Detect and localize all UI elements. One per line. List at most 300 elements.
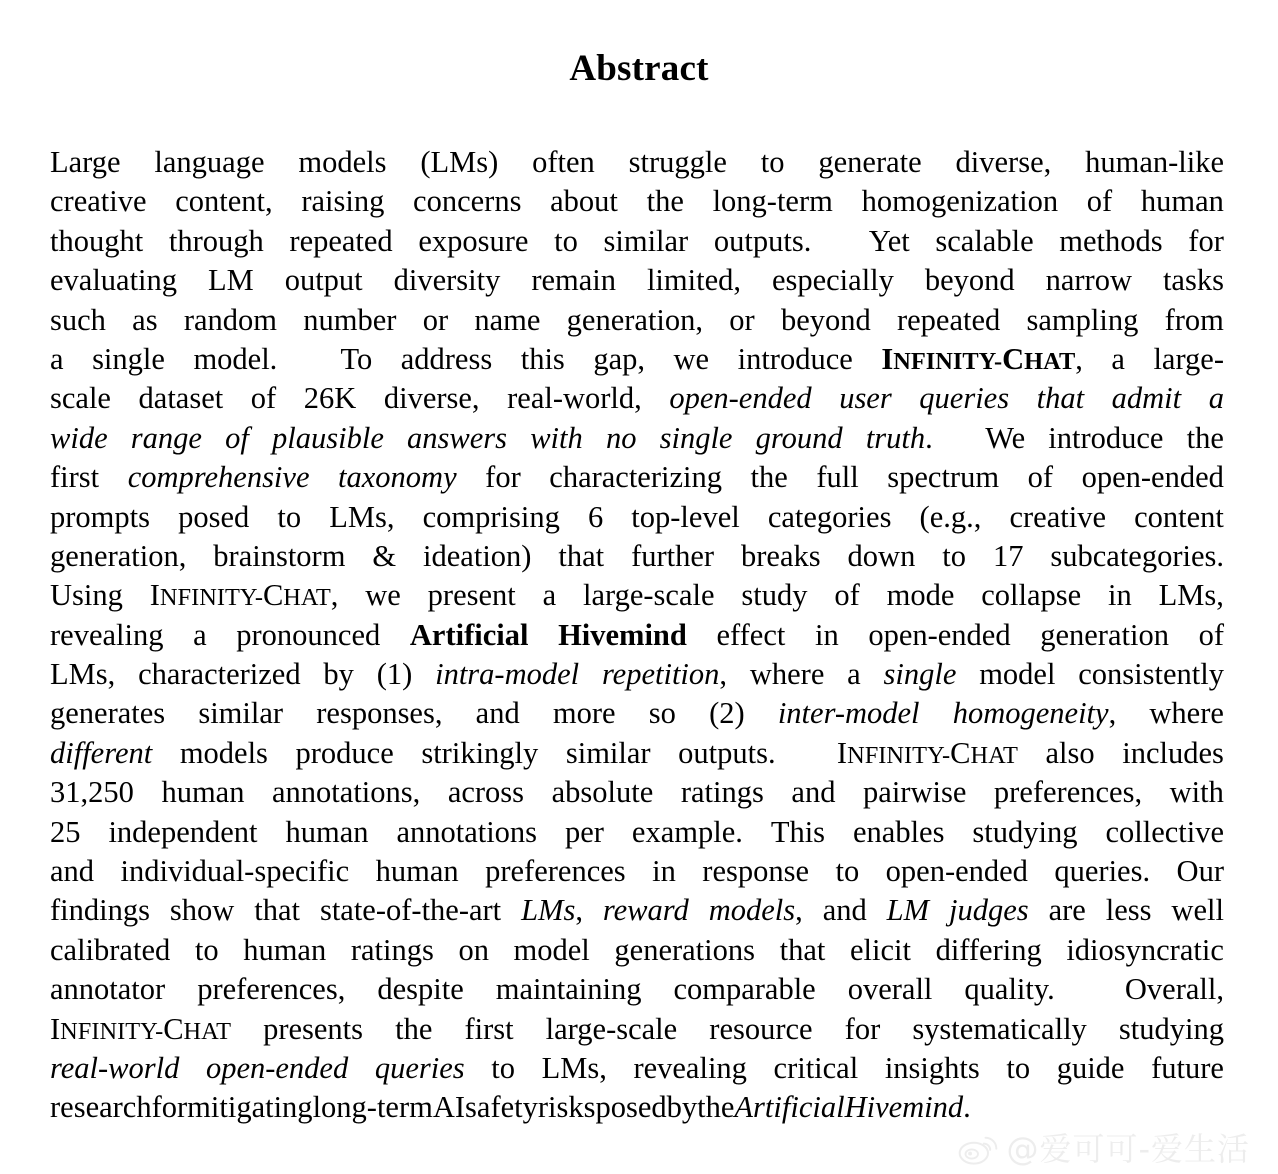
word [884, 655, 957, 694]
word [566, 734, 651, 773]
word [206, 1049, 348, 1088]
page-title: Abstract [569, 48, 709, 89]
word [1066, 931, 1224, 970]
word [50, 655, 115, 694]
text-run: Large [50, 145, 121, 179]
text-run: systematically [912, 1011, 1087, 1046]
word [170, 891, 234, 930]
text-line [50, 891, 1224, 930]
word [751, 458, 788, 497]
text-run: similar [603, 223, 689, 258]
text-run: first [50, 460, 100, 495]
text-line [50, 301, 1224, 340]
emphasis-italic: different [50, 735, 153, 770]
word [1159, 576, 1224, 615]
emphasis-italic: models [708, 893, 796, 928]
text-run: less [1105, 893, 1152, 928]
text-run: strikingly [421, 735, 539, 770]
emphasis-italic: LM [886, 893, 930, 928]
word [583, 576, 715, 615]
word [285, 813, 368, 852]
emphasis-italic: single [883, 657, 957, 692]
word [1046, 734, 1095, 773]
emphasis-italic: repetition [601, 657, 720, 692]
word [866, 419, 933, 458]
emphasis-italic: judges [948, 893, 1029, 928]
text-run: evaluating [50, 263, 178, 298]
word [50, 222, 143, 261]
text-run: collapse [981, 578, 1082, 613]
word [50, 143, 121, 182]
word [602, 655, 727, 694]
text-run: spectrum [887, 460, 1000, 495]
text-run: beyond [924, 263, 1015, 298]
text-run: for [485, 460, 521, 495]
text-run: language [154, 145, 265, 179]
word [558, 537, 604, 576]
text-run: to [491, 1050, 515, 1085]
text-run: so [648, 696, 676, 731]
abstract-paragraph [50, 143, 1224, 1128]
sentence-gap [837, 222, 843, 261]
sentence-gap [803, 734, 809, 773]
text-line [50, 970, 1224, 1009]
word [50, 576, 123, 615]
word [532, 143, 595, 182]
word [768, 498, 892, 537]
dataset-name: INFINITY-CHAT [836, 735, 1018, 770]
word [606, 419, 637, 458]
text-run: presents [263, 1011, 364, 1046]
word [514, 931, 590, 970]
text-run: further [631, 538, 715, 573]
text-run: independent [108, 814, 258, 849]
text-run: real-world, [507, 381, 642, 416]
text-run: from [1164, 302, 1224, 337]
text-run: that [254, 893, 301, 928]
word [1177, 852, 1224, 891]
text-run: for [151, 1090, 188, 1125]
text-run: Yet [868, 223, 910, 258]
word [50, 1088, 152, 1127]
word [673, 970, 815, 1009]
word [709, 1010, 812, 1049]
word [633, 1049, 746, 1088]
word [530, 419, 583, 458]
text-run: maintaining [495, 972, 642, 1007]
text-run: for [844, 1011, 881, 1046]
word [531, 261, 616, 300]
text-run: , [795, 893, 803, 928]
word [709, 694, 745, 733]
emphasis-italic: admit [1111, 381, 1182, 416]
text-run: comprising [422, 499, 560, 534]
word [340, 340, 372, 379]
word [50, 891, 150, 930]
word [595, 1088, 666, 1127]
text-run: a [50, 341, 64, 376]
word [632, 813, 743, 852]
text-run: ratings [350, 932, 434, 967]
text-run: produce [295, 735, 394, 770]
text-run: full [816, 460, 859, 495]
text-run: differing [935, 932, 1042, 967]
text-run: overall [847, 972, 933, 1007]
word [734, 1088, 844, 1127]
word [869, 222, 910, 261]
text-run: revealing [50, 617, 164, 652]
word [175, 182, 272, 221]
word [50, 970, 165, 1009]
sentence-gap [1087, 970, 1093, 1009]
text-run: Our [1176, 854, 1224, 889]
word [50, 813, 81, 852]
word [423, 498, 560, 537]
text-run: human [375, 854, 459, 889]
text-run: we [365, 578, 401, 613]
word [979, 655, 1055, 694]
word [818, 143, 921, 182]
word [50, 931, 170, 970]
word [647, 261, 741, 300]
text-run: the [646, 184, 684, 219]
word [839, 379, 892, 418]
word [448, 773, 524, 812]
text-run: safety [465, 1090, 538, 1125]
text-line [50, 734, 1224, 773]
word [50, 301, 106, 340]
word [476, 694, 520, 733]
word [1125, 970, 1224, 1009]
word [376, 852, 459, 891]
text-run: that [558, 538, 605, 573]
weibo-watermark [958, 1132, 1250, 1166]
word [912, 1010, 1086, 1049]
word [593, 340, 645, 379]
word [772, 261, 894, 300]
text-run: the [395, 1011, 433, 1046]
word [320, 891, 501, 930]
text-run: outputs. [678, 735, 776, 770]
word [351, 931, 434, 970]
word [702, 852, 809, 891]
word [614, 931, 755, 970]
word [837, 734, 1018, 775]
word [1006, 1049, 1030, 1088]
word [1199, 616, 1224, 655]
text-line [50, 813, 1224, 852]
text-line [50, 1049, 1224, 1088]
word [603, 891, 689, 930]
text-run: of [1027, 460, 1054, 495]
word [953, 694, 1116, 733]
word [304, 379, 357, 418]
text-run: LMs, [50, 657, 116, 692]
text-run: the [750, 460, 788, 495]
word [649, 694, 676, 733]
word [435, 655, 579, 694]
word [1085, 143, 1224, 182]
text-run: by [323, 657, 354, 692]
text-run: in [814, 617, 839, 652]
emphasis-italic: open-ended [669, 381, 812, 416]
word [887, 576, 955, 615]
text-run: (LMs) [420, 145, 499, 179]
word [936, 931, 1042, 970]
text-run: number [303, 302, 397, 337]
word [213, 537, 345, 576]
word [881, 340, 1083, 381]
text-run: subcategories. [1050, 538, 1224, 573]
word [834, 576, 859, 615]
text-run: exposure [418, 223, 529, 258]
text-run: for [1188, 223, 1224, 258]
word [507, 379, 642, 418]
text-run: LM [208, 263, 254, 298]
word [835, 852, 859, 891]
word [458, 931, 489, 970]
text-run: . [963, 1090, 971, 1125]
word [1134, 498, 1224, 537]
emphasis-italic: a [1208, 381, 1224, 416]
text-run: , [575, 893, 583, 928]
word [187, 1088, 312, 1127]
word [208, 261, 254, 300]
text-run: with [1169, 775, 1224, 810]
word [1106, 891, 1152, 930]
text-line [50, 222, 1224, 261]
word [761, 143, 785, 182]
text-run: of [1198, 617, 1224, 652]
word [546, 1010, 678, 1049]
word [647, 182, 684, 221]
text-run: top-level [631, 499, 740, 534]
text-run: annotator [50, 972, 166, 1007]
word [152, 1088, 188, 1127]
word [631, 537, 714, 576]
text-run: LMs, [1158, 578, 1224, 613]
text-run: thought [50, 223, 144, 258]
text-run: preferences, [993, 775, 1143, 810]
text-line [50, 931, 1224, 970]
word [50, 537, 186, 576]
text-run: characterizing [549, 460, 722, 495]
text-run: of [1086, 184, 1113, 219]
text-run: random [183, 302, 278, 337]
text-run: example. [631, 814, 743, 849]
word [301, 182, 384, 221]
dataset-name: INFINITY-CHAT [149, 578, 331, 613]
text-run: repeated [896, 302, 1001, 337]
text-run: collective [1105, 814, 1224, 849]
emphasis-italic: single [659, 420, 733, 455]
text-run: single [92, 341, 165, 376]
text-run: similar [198, 696, 284, 731]
text-run: methods [1059, 223, 1163, 258]
word [254, 891, 300, 930]
text-run: Using [50, 578, 123, 613]
text-run: individual-specific [120, 854, 350, 889]
emphasis-italic: wide [50, 420, 108, 455]
word [169, 222, 264, 261]
word [413, 182, 521, 221]
word [423, 537, 531, 576]
text-run: and [791, 775, 836, 810]
text-run: also [1045, 735, 1095, 770]
word [1028, 458, 1053, 497]
word [862, 182, 1059, 221]
text-run: on [458, 932, 489, 967]
text-run: in [652, 854, 676, 889]
word [316, 694, 442, 733]
word [384, 379, 480, 418]
text-run: pairwise [863, 775, 967, 810]
text-run: , [1108, 696, 1117, 731]
word [396, 813, 537, 852]
text-run: output [284, 263, 363, 298]
emphasis-italic: range [130, 420, 202, 455]
word [713, 182, 833, 221]
text-run: mode [886, 578, 955, 613]
text-line [50, 261, 1224, 300]
text-line [50, 773, 1224, 812]
word [847, 655, 861, 694]
text-run: human [1140, 184, 1224, 219]
word [1170, 773, 1224, 812]
word [50, 694, 165, 733]
word [407, 419, 507, 458]
text-run: 17 [992, 538, 1024, 573]
text-run: (2) [709, 696, 745, 731]
text-run: of [250, 381, 277, 416]
text-run: models [179, 735, 268, 770]
word [850, 931, 911, 970]
word [848, 970, 933, 1009]
text-run: response [702, 854, 810, 889]
text-run: open-ended [885, 854, 1028, 889]
word [198, 694, 283, 733]
text-run: to [1006, 1050, 1031, 1085]
word [50, 419, 108, 458]
text-run: models [298, 145, 387, 179]
word [554, 222, 578, 261]
text-run: 31,250 [50, 775, 134, 810]
text-run: AI [432, 1090, 466, 1125]
text-line [50, 655, 1224, 694]
emphasis-italic: comprehensive [127, 460, 310, 495]
word [885, 1049, 980, 1088]
word [567, 301, 703, 340]
text-line [50, 694, 1224, 733]
word [985, 419, 1025, 458]
word [423, 301, 448, 340]
word [1082, 458, 1224, 497]
word [791, 773, 835, 812]
text-run: revealing [633, 1050, 747, 1085]
word [714, 222, 811, 261]
text-run: well [1171, 893, 1224, 928]
emphasis-italic: intra-model [435, 657, 580, 692]
emphasis-italic: queries [919, 381, 1010, 416]
word [542, 1049, 607, 1088]
text-run: generates [50, 696, 166, 731]
word [298, 143, 386, 182]
text-run: findings [50, 893, 150, 928]
text-line [50, 852, 1224, 891]
text-run: address [400, 341, 493, 376]
text-run: ideation) [423, 538, 532, 573]
word [1037, 379, 1084, 418]
text-run: comparable [673, 972, 816, 1007]
text-run: consistently [1078, 657, 1224, 692]
text-run: to [760, 145, 785, 179]
text-run: are [1048, 893, 1086, 928]
word [365, 576, 401, 615]
word [887, 458, 999, 497]
word [272, 419, 384, 458]
text-run: outputs. [713, 223, 812, 258]
text-run: a [1111, 341, 1125, 376]
word [263, 1010, 363, 1049]
text-run: of [834, 578, 860, 613]
word [1141, 182, 1224, 221]
emphasis-italic: ground [755, 420, 843, 455]
text-run: per [565, 814, 604, 849]
text-line [50, 576, 1224, 615]
word [128, 458, 310, 497]
word [50, 261, 177, 300]
word [756, 419, 843, 458]
word [674, 340, 710, 379]
text-line [50, 537, 1224, 576]
word [848, 537, 916, 576]
text-run: to [277, 499, 302, 534]
word [131, 419, 202, 458]
text-run: despite [377, 972, 464, 1007]
word [184, 301, 277, 340]
word [993, 537, 1024, 576]
text-run: large-scale [583, 578, 715, 613]
text-run: posed [595, 1090, 667, 1125]
emphasis-italic: Artificial [734, 1090, 845, 1125]
word [395, 1010, 432, 1049]
text-run: preferences [485, 854, 626, 889]
text-run: scalable [935, 223, 1034, 258]
word [1209, 379, 1224, 418]
word [377, 970, 463, 1009]
emphasis-italic: inter-model [777, 696, 920, 731]
text-run: diversity [393, 263, 501, 298]
word [781, 301, 871, 340]
text-run: mitigating [187, 1090, 313, 1125]
word [329, 498, 394, 537]
word [50, 616, 163, 655]
word [421, 734, 538, 773]
word [981, 576, 1081, 615]
word [538, 1088, 596, 1127]
word [1171, 891, 1224, 930]
word [868, 616, 1010, 655]
word [92, 340, 165, 379]
word [372, 537, 396, 576]
word [485, 458, 521, 497]
word [897, 301, 1000, 340]
emphasis-italic: user [839, 381, 892, 416]
word [925, 261, 1015, 300]
text-run: queries. [1054, 854, 1151, 889]
text-run: where [749, 657, 825, 692]
text-run: 26K [303, 381, 357, 416]
